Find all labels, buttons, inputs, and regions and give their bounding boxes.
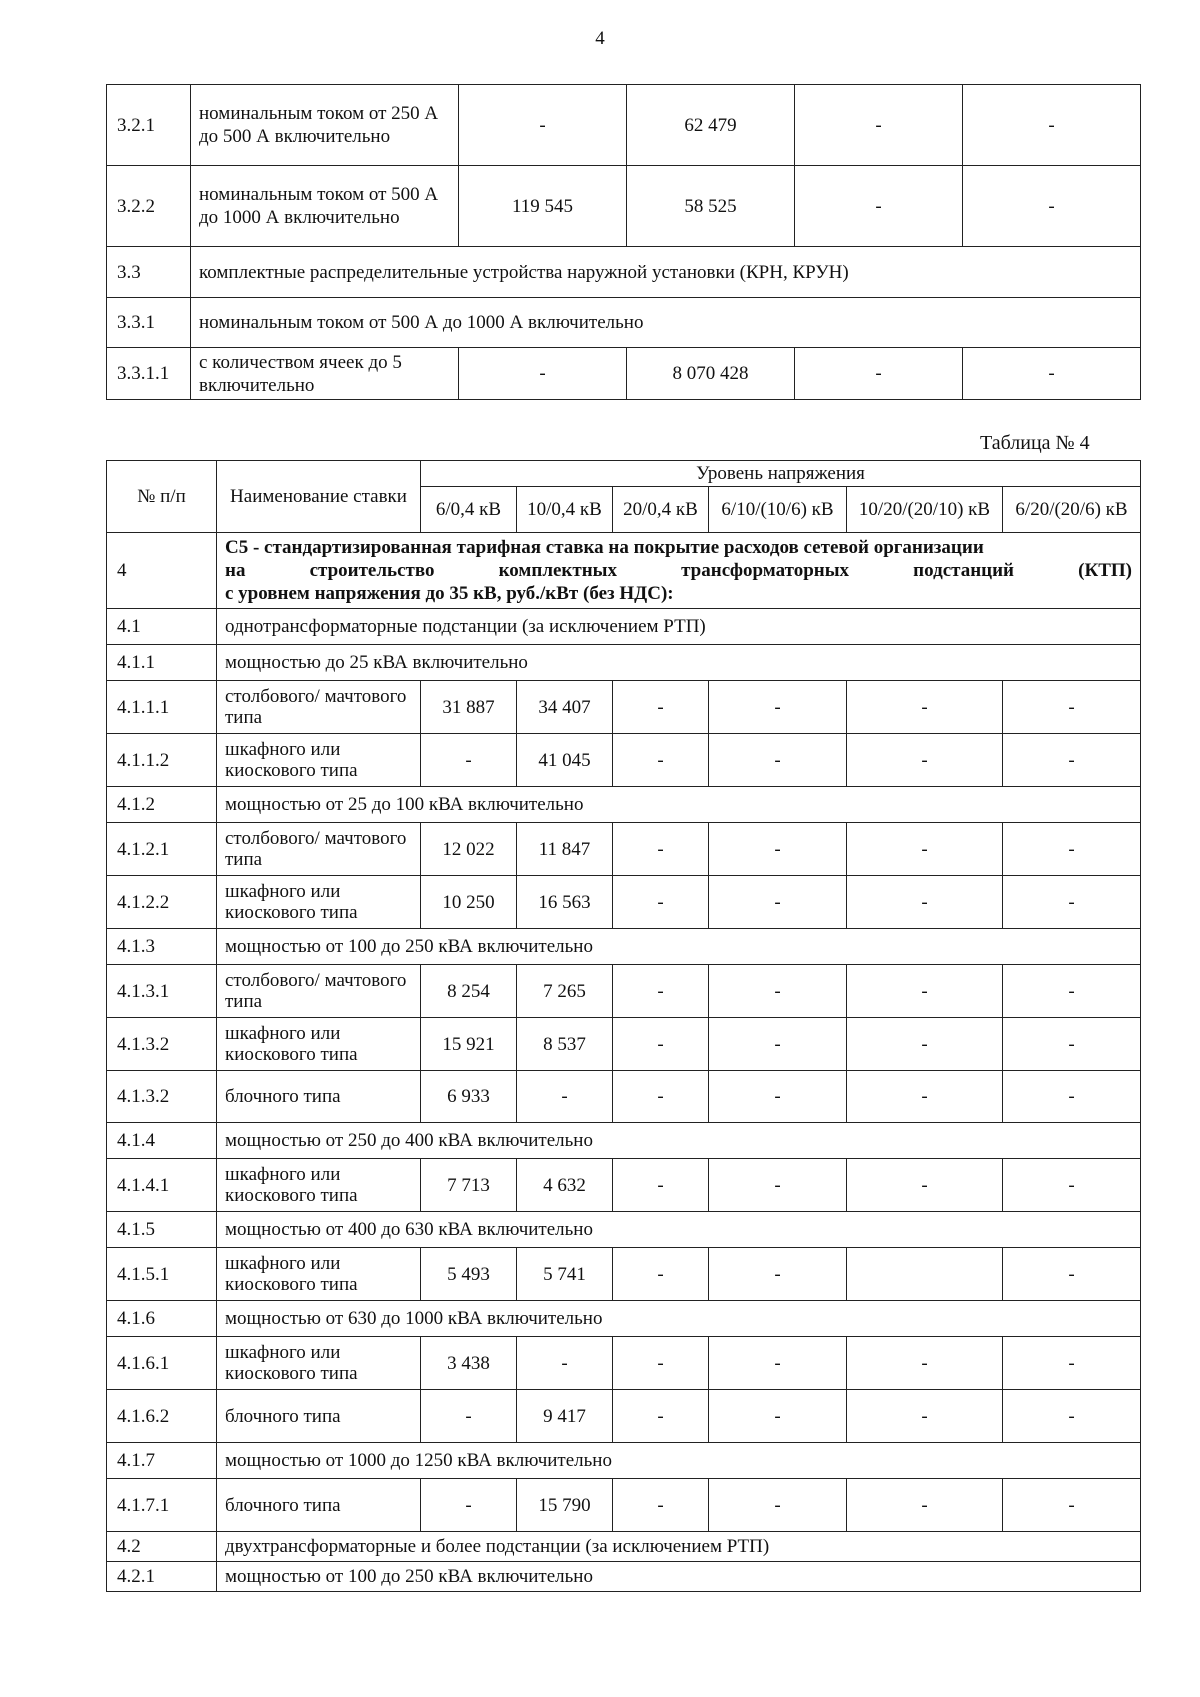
rate-value: - [1003, 965, 1141, 1018]
row-number: 4.1.4.1 [107, 1159, 217, 1212]
rate-value: - [1003, 1071, 1141, 1123]
rate-value: 15 790 [517, 1479, 613, 1532]
group-label: двухтрансформаторные и более подстанции (за исключением РТП) [217, 1532, 1141, 1562]
row-number: 4.2.1 [107, 1562, 217, 1592]
table-header-row [107, 461, 1141, 487]
rate-value: - [1003, 1479, 1141, 1532]
rate-value: - [1003, 1390, 1141, 1443]
rate-value: - [1003, 1337, 1141, 1390]
rate-value [847, 1248, 1003, 1301]
rate-value: - [709, 1159, 847, 1212]
rate-value: 15 921 [421, 1018, 517, 1071]
group-row [107, 1562, 1141, 1592]
group-label: мощностью от 100 до 250 кВА включительно [217, 1562, 1141, 1592]
section-title: С5 - стандартизированная тарифная ставка на покрытие расходов сетевой организации на строительство комплектных трансформаторных подстанций (КТП) с уровнем напряжения до 35 кВ, руб./кВт (без НДС): [217, 533, 1141, 609]
row-number: 4.1.1.1 [107, 681, 217, 734]
rate-value: - [421, 734, 517, 787]
table-row [107, 1390, 1141, 1443]
rate-value: 7 713 [421, 1159, 517, 1212]
rate-value: - [613, 1018, 709, 1071]
rate-value: - [709, 1018, 847, 1071]
page-number: 4 [595, 28, 605, 49]
rate-value: - [847, 1390, 1003, 1443]
group-row [107, 929, 1141, 965]
row-number: 4.1.7 [107, 1443, 217, 1479]
table-3-continuation [106, 84, 1141, 400]
group-label: мощностью от 250 до 400 кВА включительно [217, 1123, 1141, 1159]
row-number: 4.1 [107, 609, 217, 645]
rate-value: 5 493 [421, 1248, 517, 1301]
rate-name: шкафного или киоскового типа [217, 1248, 421, 1301]
table-header-row: 6/0,4 кВ 10/0,4 кВ 20/0,4 кВ 6/10/(10/6) кВ 10/20/(20/10) кВ 6/20/(20/6) кВ [107, 487, 1141, 533]
table-row [107, 1479, 1141, 1532]
rate-value: 8 254 [421, 965, 517, 1018]
rate-value: - [847, 1071, 1003, 1123]
row-number: 4.2 [107, 1532, 217, 1562]
rate-value: - [709, 823, 847, 876]
group-label: мощностью от 630 до 1000 кВА включительно [217, 1301, 1141, 1337]
rate-value: - [613, 876, 709, 929]
rate-name: столбового/ мачтового типа [217, 681, 421, 734]
rate-value: - [847, 681, 1003, 734]
rate-value: - [517, 1071, 613, 1123]
rate-value: - [847, 1479, 1003, 1532]
group-row [107, 645, 1141, 681]
group-label: мощностью от 100 до 250 кВА включительно [217, 929, 1141, 965]
rate-name: блочного типа [217, 1390, 421, 1443]
row-number: 4.1.5 [107, 1212, 217, 1248]
table-row: 3.2.2 номинальным током от 500 А до 1000 А включительно 119 545 58 525 - - [107, 166, 1141, 247]
table-row [107, 1159, 1141, 1212]
rate-value: - [709, 1337, 847, 1390]
rate-value: - [613, 734, 709, 787]
group-row [107, 1212, 1141, 1248]
rate-value: - [1003, 734, 1141, 787]
table-4 [106, 460, 1141, 1592]
rate-value: - [1003, 1018, 1141, 1071]
row-number: 4.1.3.1 [107, 965, 217, 1018]
row-number: 4.1.5.1 [107, 1248, 217, 1301]
rate-value: 16 563 [517, 876, 613, 929]
rate-value: - [421, 1479, 517, 1532]
row-number: 4.1.1 [107, 645, 217, 681]
row-number: 4.1.2.1 [107, 823, 217, 876]
table-row [107, 1248, 1141, 1301]
rate-value: 10 250 [421, 876, 517, 929]
group-label: мощностью от 1000 до 1250 кВА включительно [217, 1443, 1141, 1479]
table-4-caption: Таблица № 4 [980, 432, 1090, 454]
row-number: 4.1.6.1 [107, 1337, 217, 1390]
rate-name: шкафного или киоскового типа [217, 1159, 421, 1212]
rate-value: - [709, 1071, 847, 1123]
group-label: мощностью от 400 до 630 кВА включительно [217, 1212, 1141, 1248]
rate-value: - [847, 1018, 1003, 1071]
rate-value: - [613, 1479, 709, 1532]
table-row: 3.2.1 номинальным током от 250 А до 500 А включительно - 62 479 - - [107, 85, 1141, 166]
rate-value: - [613, 823, 709, 876]
rate-value: - [1003, 823, 1141, 876]
rate-value: 9 417 [517, 1390, 613, 1443]
rate-value: - [1003, 1248, 1141, 1301]
rate-name: шкафного или киоскового типа [217, 1337, 421, 1390]
rate-value: 34 407 [517, 681, 613, 734]
row-number: 4.1.2 [107, 787, 217, 823]
rate-value: - [847, 1337, 1003, 1390]
table-row [107, 734, 1141, 787]
rate-name: шкафного или киоскового типа [217, 734, 421, 787]
table-row: 3.3.1 номинальным током от 500 А до 1000 А включительно [107, 298, 1141, 348]
row-number: 4.1.7.1 [107, 1479, 217, 1532]
table-row [107, 1018, 1141, 1071]
row-number: 4.1.3.2 [107, 1018, 217, 1071]
table-row: 3.3.1.1 с количеством ячеек до 5 включительно - 8 070 428 - - [107, 348, 1141, 400]
group-label: однотрансформаторные подстанции (за исключением РТП) [217, 609, 1141, 645]
table-row [107, 1337, 1141, 1390]
rate-value: 4 632 [517, 1159, 613, 1212]
rate-name: блочного типа [217, 1479, 421, 1532]
table-row [107, 1071, 1141, 1123]
rate-value: - [709, 1479, 847, 1532]
rate-value: - [847, 876, 1003, 929]
row-number: 4.1.1.2 [107, 734, 217, 787]
rate-value: 7 265 [517, 965, 613, 1018]
table-row [107, 965, 1141, 1018]
row-number: 4.1.3 [107, 929, 217, 965]
row-number: 4.1.2.2 [107, 876, 217, 929]
group-row [107, 1532, 1141, 1562]
rate-value: 8 537 [517, 1018, 613, 1071]
rate-value: 11 847 [517, 823, 613, 876]
rate-value: - [1003, 1159, 1141, 1212]
rate-value: 5 741 [517, 1248, 613, 1301]
rate-name: шкафного или киоскового типа [217, 1018, 421, 1071]
rate-value: 3 438 [421, 1337, 517, 1390]
rate-value: - [709, 965, 847, 1018]
rate-value: - [847, 734, 1003, 787]
rate-value: 6 933 [421, 1071, 517, 1123]
rate-value: - [1003, 876, 1141, 929]
row-number: 4.1.4 [107, 1123, 217, 1159]
rate-value: - [709, 1248, 847, 1301]
header-voltage-level: Уровень напряжения [421, 461, 1141, 487]
rate-name: блочного типа [217, 1071, 421, 1123]
rate-value: 12 022 [421, 823, 517, 876]
group-label: мощностью от 25 до 100 кВА включительно [217, 787, 1141, 823]
rate-value: - [847, 1159, 1003, 1212]
group-row [107, 1443, 1141, 1479]
table-row [107, 823, 1141, 876]
rate-name: шкафного или киоскового типа [217, 876, 421, 929]
rate-name: столбового/ мачтового типа [217, 823, 421, 876]
row-number: 4.1.6.2 [107, 1390, 217, 1443]
row-number: 4.1.6 [107, 1301, 217, 1337]
rate-value: - [709, 1390, 847, 1443]
section-row: 4 С5 - стандартизированная тарифная ставка на покрытие расходов сетевой организации на строительство комплектных трансформаторных подстанций (КТП) с уровнем напряжения до 35 кВ, руб./кВт (без НДС): [107, 533, 1141, 609]
rate-value: - [847, 965, 1003, 1018]
rate-value: - [613, 1248, 709, 1301]
row-number: 4.1.3.2 [107, 1071, 217, 1123]
rate-name: столбового/ мачтового типа [217, 965, 421, 1018]
table-row [107, 876, 1141, 929]
header-num: № п/п [107, 461, 217, 533]
group-label: мощностью до 25 кВА включительно [217, 645, 1141, 681]
rate-value: 31 887 [421, 681, 517, 734]
rate-value: - [517, 1337, 613, 1390]
header-name: Наименование ставки [217, 461, 421, 533]
rate-value: - [709, 734, 847, 787]
rate-value: - [613, 1390, 709, 1443]
rate-value: - [613, 681, 709, 734]
rate-value: 41 045 [517, 734, 613, 787]
rate-value: - [1003, 681, 1141, 734]
group-row [107, 787, 1141, 823]
rate-value: - [613, 1071, 709, 1123]
group-row [107, 1123, 1141, 1159]
group-row [107, 609, 1141, 645]
table-row: 3.3 комплектные распределительные устройства наружной установки (КРН, КРУН) [107, 247, 1141, 298]
rate-value: - [709, 876, 847, 929]
table-row [107, 681, 1141, 734]
rate-value: - [613, 965, 709, 1018]
rate-value: - [847, 823, 1003, 876]
rate-value: - [613, 1337, 709, 1390]
rate-value: - [709, 681, 847, 734]
group-row [107, 1301, 1141, 1337]
rate-value: - [613, 1159, 709, 1212]
rate-value: - [421, 1390, 517, 1443]
